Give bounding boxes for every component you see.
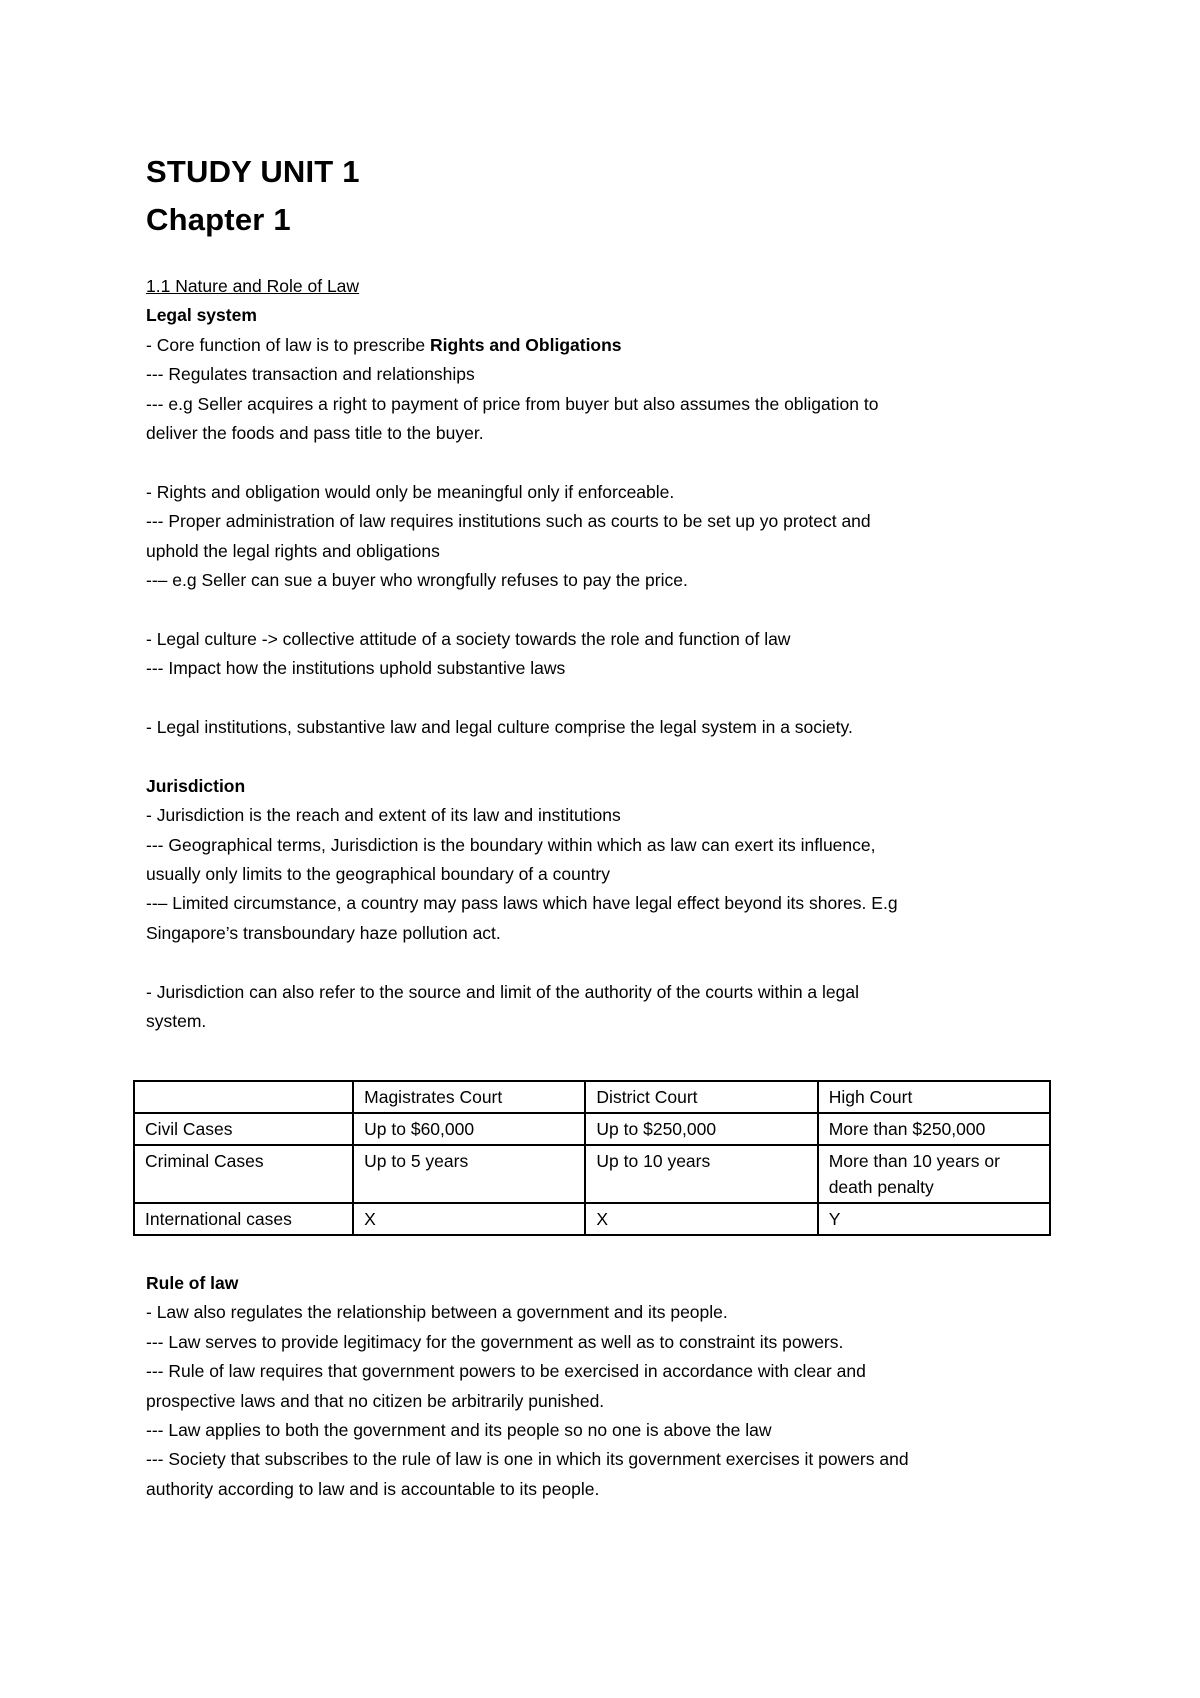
rights-obligations-emphasis: Rights and Obligations	[430, 334, 622, 355]
table-cell: International cases	[134, 1203, 353, 1235]
table-row	[134, 1145, 1050, 1203]
section-heading: 1.1 Nature and Role of Law	[146, 276, 360, 296]
spacer	[146, 595, 1066, 624]
legal-system-line-3: --- e.g Seller acquires a right to payment of price from buyer but also assumes the obligation to	[146, 393, 879, 414]
legal-system-line-6: --- Proper administration of law requires institutions such as courts to be set up yo protect and	[146, 511, 871, 532]
table-cell: More than 10 years or death penalty	[818, 1145, 1050, 1203]
table-cell: Criminal Cases	[134, 1145, 353, 1203]
rule-of-law-line-1: - Law also regulates the relationship between a government and its people.	[146, 1302, 728, 1323]
jurisdiction-line-4: --– Limited circumstance, a country may pass laws which have legal effect beyond its shores. E.g	[146, 893, 898, 914]
rule-of-law-line-6: --- Society that subscribes to the rule of law is one in which its government exercises it powers and	[146, 1449, 909, 1470]
jurisdiction-line-3: usually only limits to the geographical boundary of a country	[146, 864, 611, 885]
legal-system-heading: Legal system	[146, 305, 257, 326]
table-cell: More than $250,000	[818, 1113, 1050, 1145]
jurisdiction-heading: Jurisdiction	[146, 775, 246, 796]
jurisdiction-line-1: - Jurisdiction is the reach and extent of its law and institutions	[146, 805, 621, 826]
jurisdiction-line-2: --- Geographical terms, Jurisdiction is the boundary within which as law can exert its influence,	[146, 834, 876, 855]
table-row	[134, 1203, 1050, 1235]
table-cell: Y	[818, 1203, 1050, 1235]
table-cell: X	[585, 1203, 817, 1235]
legal-system-line-8: --– e.g Seller can sue a buyer who wrongfully refuses to pay the price.	[146, 570, 688, 591]
legal-system-line-4: deliver the foods and pass title to the buyer.	[146, 423, 484, 444]
table-cell: Up to 10 years	[585, 1145, 817, 1203]
rule-of-law-line-3: --- Rule of law requires that government powers to be exercised in accordance with clear and	[146, 1361, 866, 1382]
legal-system-line-1-text: - Core function of law is to prescribe	[146, 334, 431, 355]
table-header-cell: Magistrates Court	[353, 1081, 585, 1113]
legal-system-line-9: - Legal culture -> collective attitude of a society towards the role and function of law	[146, 628, 791, 649]
table-cell: Up to $60,000	[353, 1113, 585, 1145]
table-cell: Up to $250,000	[585, 1113, 817, 1145]
legal-system-line-5: - Rights and obligation would only be meaningful only if enforceable.	[146, 481, 675, 502]
spacer	[146, 948, 1066, 977]
table-cell: Civil Cases	[134, 1113, 353, 1145]
jurisdiction-line-6: - Jurisdiction can also refer to the source and limit of the authority of the courts within a legal	[146, 981, 859, 1002]
table-cell: Up to 5 years	[353, 1145, 585, 1203]
rule-of-law-line-4: prospective laws and that no citizen be arbitrarily punished.	[146, 1390, 605, 1411]
table-header-cell: District Court	[585, 1081, 817, 1113]
rule-of-law-section	[146, 1269, 1066, 1504]
page-title: STUDY UNIT 1	[146, 154, 360, 189]
jurisdiction-line-7: system.	[146, 1011, 207, 1032]
body-text	[146, 272, 1066, 1036]
chapter-title: Chapter 1	[146, 202, 291, 237]
table-header-cell	[134, 1081, 353, 1113]
title-block	[146, 148, 360, 244]
legal-system-line-10: --- Impact how the institutions uphold substantive laws	[146, 658, 566, 679]
court-jurisdiction-table	[133, 1080, 1051, 1236]
spacer	[146, 684, 1066, 713]
rule-of-law-line-2: --- Law serves to provide legitimacy for the government as well as to constraint its powers.	[146, 1331, 844, 1352]
table-row	[134, 1113, 1050, 1145]
legal-system-line-2: --- Regulates transaction and relationships	[146, 364, 475, 385]
rule-of-law-line-5: --- Law applies to both the government and its people so no one is above the law	[146, 1420, 772, 1441]
legal-system-line-11: - Legal institutions, substantive law and legal culture comprise the legal system in a society.	[146, 717, 853, 738]
rule-of-law-line-7: authority according to law and is accountable to its people.	[146, 1478, 600, 1499]
table-header-cell: High Court	[818, 1081, 1050, 1113]
legal-system-line-1	[146, 331, 1066, 360]
legal-system-line-7: uphold the legal rights and obligations	[146, 540, 440, 561]
table-header-row	[134, 1081, 1050, 1113]
jurisdiction-line-5: Singapore’s transboundary haze pollution act.	[146, 922, 501, 943]
spacer	[146, 448, 1066, 477]
spacer	[146, 742, 1066, 771]
table-cell: X	[353, 1203, 585, 1235]
rule-of-law-heading: Rule of law	[146, 1273, 239, 1293]
